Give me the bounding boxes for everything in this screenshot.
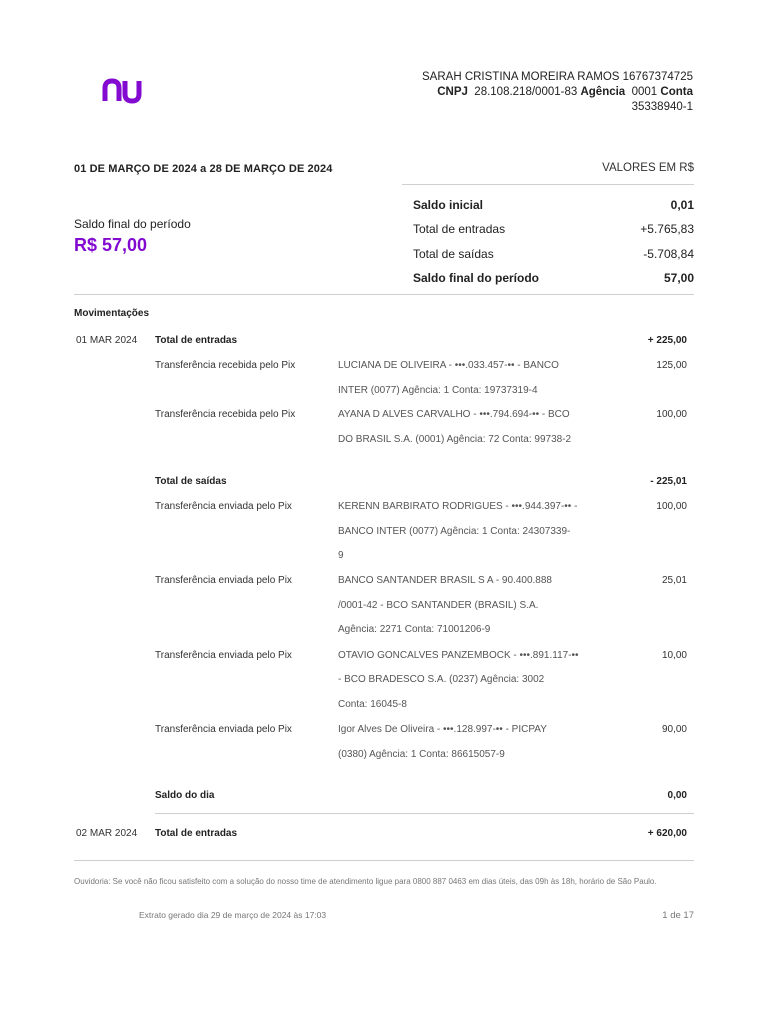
- entries-total-label: Total de entradas: [155, 828, 238, 839]
- transaction-detail: /0001-42 - BCO SANTANDER (BRASIL) S.A.: [338, 600, 539, 611]
- transaction-type: Transferência recebida pelo Pix: [155, 409, 296, 420]
- day-balance-value: 0,00: [667, 790, 687, 801]
- transaction-detail: AYANA D ALVES CARVALHO - •••.794.694-•• - BCO: [338, 409, 570, 420]
- transaction-detail: Agência: 2271 Conta: 71001206-9: [338, 624, 491, 635]
- transaction-detail: (0380) Agência: 1 Conta: 86615057-9: [338, 749, 505, 760]
- transaction-type: Transferência enviada pelo Pix: [155, 650, 292, 661]
- transaction-amount: 90,00: [661, 724, 687, 735]
- transaction-detail: - BCO BRADESCO S.A. (0237) Agência: 3002: [338, 674, 545, 685]
- transaction-detail: Igor Alves De Oliveira - •••.128.997-•• - PICPAY: [338, 724, 547, 735]
- summary-label: Total de entradas: [413, 222, 506, 236]
- final-balance-label: Saldo final do período: [74, 217, 191, 231]
- holder-cnpj-line: [422, 85, 693, 100]
- transaction-detail: BANCO INTER (0077) Agência: 1 Conta: 24307339-: [338, 526, 571, 537]
- transaction-type: Transferência enviada pelo Pix: [155, 501, 292, 512]
- transaction-detail: LUCIANA DE OLIVEIRA - •••.033.457-•• - BANCO: [338, 360, 559, 371]
- agencia-value: 0001: [631, 86, 658, 98]
- transaction-amount: 100,00: [656, 501, 687, 512]
- agencia-label: Agência: [580, 86, 626, 98]
- transaction-amount: 100,00: [656, 409, 687, 420]
- summary-value: +5.765,83: [640, 222, 694, 236]
- divider: [74, 294, 694, 295]
- summary-row: [413, 198, 694, 212]
- transaction-detail: BANCO SANTANDER BRASIL S A - 90.400.888: [338, 575, 552, 586]
- exits-total-label: Total de saídas: [155, 476, 227, 487]
- generated-timestamp: Extrato gerado dia 29 de março de 2024 às 17:03: [139, 910, 327, 920]
- summary-row: [413, 247, 694, 261]
- account-holder-info: [422, 70, 693, 115]
- summary-value: 57,00: [663, 271, 694, 285]
- summary-value: 0,01: [670, 198, 694, 212]
- summary-row: [413, 222, 694, 236]
- transaction-type: Transferência enviada pelo Pix: [155, 575, 292, 586]
- conta-label: Conta: [660, 86, 693, 98]
- summary-label: Saldo inicial: [413, 198, 484, 212]
- transaction-detail: OTAVIO GONCALVES PANZEMBOCK - •••.891.117-••: [338, 650, 579, 661]
- currency-note: VALORES EM R$: [602, 162, 694, 174]
- ombudsman-note: Ouvidoria: Se você não ficou satisfeito com a solução do nosso time de atendimento ligue para 0800 887 0463 em dias úteis, das 09h às 18h, horário de São Paulo.: [74, 877, 657, 886]
- summary-label: Total de saídas: [413, 247, 494, 261]
- entries-total-value: + 225,00: [647, 335, 687, 346]
- cnpj-label: CNPJ: [437, 86, 468, 98]
- transaction-detail: 9: [338, 550, 344, 561]
- transaction-detail: Conta: 16045-8: [338, 699, 407, 710]
- transaction-type: Transferência enviada pelo Pix: [155, 724, 292, 735]
- transaction-amount: 125,00: [656, 360, 687, 371]
- nubank-logo: [100, 72, 150, 108]
- transaction-detail: DO BRASIL S.A. (0001) Agência: 72 Conta: 99738-2: [338, 434, 572, 445]
- transaction-amount: 10,00: [661, 650, 687, 661]
- holder-name: SARAH CRISTINA MOREIRA RAMOS 16767374725: [422, 71, 693, 83]
- summary-label: Saldo final do período: [413, 271, 539, 285]
- transaction-amount: 25,01: [661, 575, 687, 586]
- conta-value: 35338940-1: [631, 101, 693, 113]
- transaction-detail: INTER (0077) Agência: 1 Conta: 19737319-4: [338, 385, 538, 396]
- statement-period: 01 DE MARÇO DE 2024 a 28 DE MARÇO DE 2024: [74, 163, 333, 175]
- transaction-detail: KERENN BARBIRATO RODRIGUES - •••.944.397-•• -: [338, 501, 578, 512]
- entries-total-label: Total de entradas: [155, 335, 238, 346]
- divider: [155, 813, 694, 814]
- divider: [74, 860, 694, 861]
- movement-date: 02 MAR 2024: [76, 828, 138, 839]
- movements-title: Movimentações: [74, 308, 150, 319]
- transaction-type: Transferência recebida pelo Pix: [155, 360, 296, 371]
- movement-date: 01 MAR 2024: [76, 335, 138, 346]
- day-balance-label: Saldo do dia: [155, 790, 215, 801]
- cnpj-value: 28.108.218/0001-83: [474, 86, 578, 98]
- summary-row: [413, 271, 694, 285]
- divider: [402, 184, 694, 185]
- exits-total-value: - 225,01: [650, 476, 687, 487]
- entries-total-value: + 620,00: [647, 828, 687, 839]
- summary-value: -5.708,84: [643, 247, 694, 261]
- page-number: 1 de 17: [662, 910, 694, 921]
- final-balance-value: R$ 57,00: [74, 235, 148, 255]
